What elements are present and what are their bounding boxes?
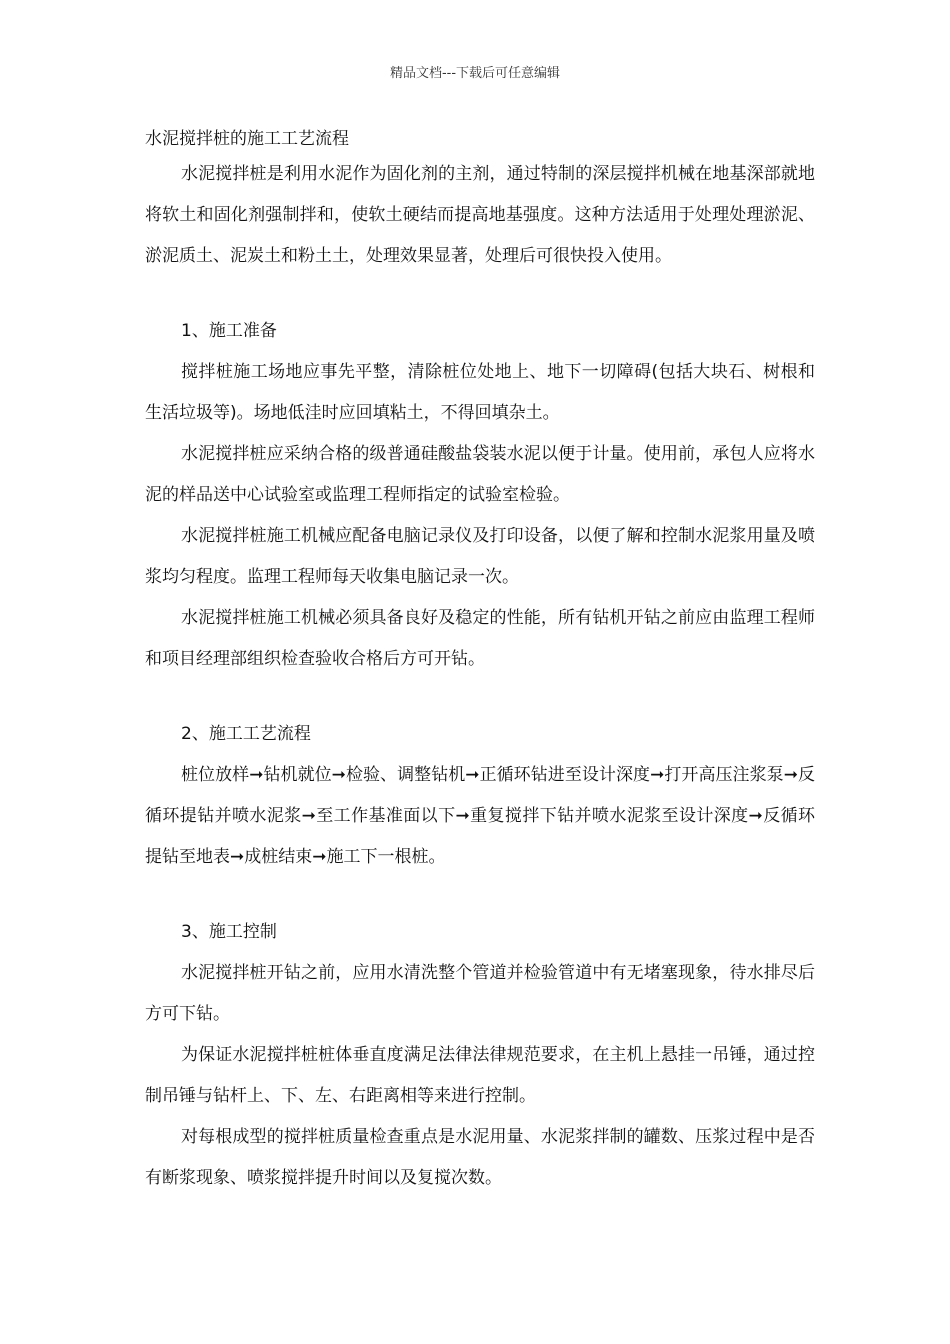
document-body	[145, 124, 815, 1199]
section-heading: 3、施工控制	[181, 922, 277, 942]
section-paragraph: 水泥搅拌桩应采纳合格的级普通硅酸盐袋装水泥以便于计量。使用前，承包人应将水泥的样品送中心试验室或监理工程师指定的试验室检验。	[145, 444, 815, 505]
section-paragraph: 水泥搅拌桩施工机械必须具备良好及稳定的性能，所有钻机开钻之前应由监理工程师和项目经理部组织检查验收合格后方可开钻。	[145, 608, 815, 669]
page-header: 精品文档---下载后可任意编辑	[389, 66, 561, 81]
section-spacer	[145, 878, 815, 912]
section-paragraph: 桩位放样➞钻机就位➞检验、调整钻机➞正循环钻进至设计深度➞打开高压注浆泵➞反循环提钻并喷水泥浆➞至工作基准面以下➞重复搅拌下钻并喷水泥浆至设计深度➞反循环提钻至地表➞成桩结束➞施工下一根桩。	[145, 765, 815, 867]
section-spacer	[145, 680, 815, 714]
section-preparation	[145, 311, 815, 680]
section-process-flow	[145, 714, 815, 878]
document-title: 水泥搅拌桩的施工工艺流程	[145, 129, 349, 149]
section-paragraph: 搅拌桩施工场地应事先平整，清除桩位处地上、地下一切障碍(包括大块石、树根和生活垃圾等)。场地低洼时应回填粘土，不得回填杂土。	[145, 362, 815, 423]
section-spacer	[145, 277, 815, 311]
section-heading: 1、施工准备	[181, 321, 277, 341]
section-control	[145, 912, 815, 1199]
section-paragraph: 为保证水泥搅拌桩桩体垂直度满足法律法律规范要求，在主机上悬挂一吊锤，通过控制吊锤与钻杆上、下、左、右距离相等来进行控制。	[145, 1045, 815, 1106]
intro-paragraph: 水泥搅拌桩是利用水泥作为固化剂的主剂，通过特制的深层搅拌机械在地基深部就地将软土和固化剂强制拌和，使软土硬结而提高地基强度。这种方法适用于处理处理淤泥、淤泥质土、泥炭土和粉土土，处理效果显著，处理后可很快投入使用。	[145, 164, 815, 266]
section-paragraph: 对每根成型的搅拌桩质量检查重点是水泥用量、水泥浆拌制的罐数、压浆过程中是否有断浆现象、喷浆搅拌提升时间以及复搅次数。	[145, 1127, 815, 1188]
section-paragraph: 水泥搅拌桩施工机械应配备电脑记录仪及打印设备，以便了解和控制水泥浆用量及喷浆均匀程度。监理工程师每天收集电脑记录一次。	[145, 526, 815, 587]
section-paragraph: 水泥搅拌桩开钻之前，应用水清洗整个管道并检验管道中有无堵塞现象，待水排尽后方可下钻。	[145, 963, 815, 1024]
section-heading: 2、施工工艺流程	[181, 724, 311, 744]
